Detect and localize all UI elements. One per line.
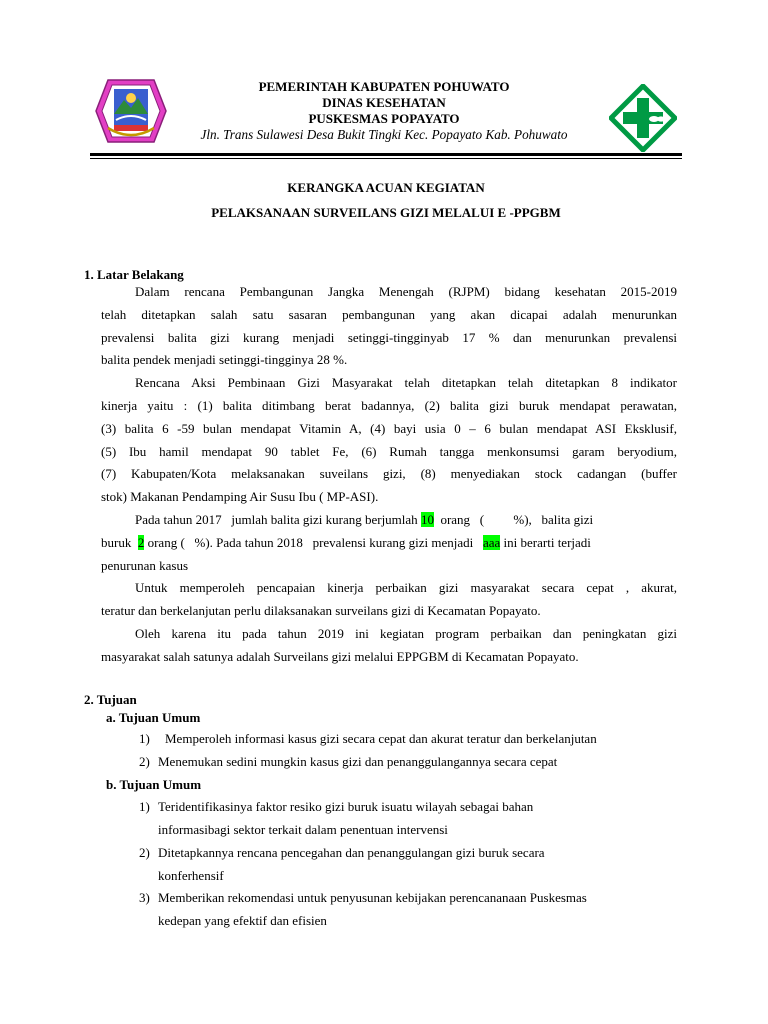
list-item: Menemukan sedini mungkin kasus gizi dan penanggulangannya secara cepat — [158, 754, 558, 769]
document-title: KERANGKA ACUAN KEGIATAN — [287, 180, 485, 195]
paragraph-line: kinerja yaitu : (1) balita ditimbang berat badannya, (2) balita gizi buruk mendapat perawatan, — [101, 397, 677, 413]
paragraph-line: prevalensi balita gizi kurang menjadi setinggi-tingginyab 17 % dan menurunkan prevalensi — [101, 329, 677, 345]
list-number: 2) — [139, 754, 150, 769]
paragraph-line: Oleh karena itu pada tahun 2019 ini kegiatan program perbaikan dan peningkatan gizi — [135, 625, 677, 641]
letterhead — [160, 79, 608, 143]
text-run: Pada tahun 2017 jumlah balita gizi kurang berjumlah — [135, 511, 421, 527]
letterhead-line-department: DINAS KESEHATAN — [322, 95, 446, 110]
list-item: Memperoleh informasi kasus gizi secara cepat dan akurat teratur dan berkelanjutan — [165, 731, 597, 746]
paragraph-line: stok) Makanan Pendamping Air Susu Ibu ( MP-ASI). — [101, 489, 379, 505]
text-run: ini berarti terjadi — [500, 534, 591, 550]
section-heading-latar-belakang: 1. Latar Belakang — [84, 267, 184, 282]
list-number: 3) — [139, 890, 150, 905]
paragraph-line: Dalam rencana Pembangunan Jangka Menengah (RJPM) bidang kesehatan 2015-2019 — [135, 284, 677, 299]
list-item: Teridentifikasinya faktor resiko gizi buruk isuatu wilayah sebagai bahan — [158, 799, 534, 814]
subheading-tujuan-umum-a: a. Tujuan Umum — [106, 710, 201, 725]
list-item: Ditetapkannya rencana pencegahan dan penanggulangan gizi buruk secara — [158, 845, 545, 860]
paragraph-line: (3) balita 6 -59 bulan mendapat Vitamin A, (4) bayi usia 0 – 6 bulan mendapat ASI Eksklusif, — [101, 420, 677, 436]
text-run: orang ( %), balita gizi — [433, 511, 594, 527]
list-number: 1) — [139, 731, 150, 746]
paragraph-line: Rencana Aksi Pembinaan Gizi Masyarakat telah ditetapkan telah ditetapkan 8 indikator — [135, 375, 677, 391]
list-item-continuation: kedepan yang efektif dan efisien — [158, 913, 327, 928]
section-heading-tujuan: 2. Tujuan — [84, 692, 137, 707]
paragraph-line: penurunan kasus — [101, 557, 189, 573]
letterhead-address: Jln. Trans Sulawesi Desa Bukit Tingki Kec. Popayato Kab. Pohuwato — [200, 127, 568, 142]
letterhead-rule-thin — [90, 158, 682, 159]
text-run: buruk — [101, 534, 138, 550]
letterhead-line-puskesmas: PUSKESMAS POPAYATO — [308, 111, 460, 126]
paragraph-line: masyarakat salah satunya adalah Surveilans gizi melalui EPPGBM di Kecamatan Popayato. — [101, 648, 579, 664]
list-number: 2) — [139, 845, 150, 860]
paragraph-line: balita pendek menjadi setinggi-tingginya 28 %. — [101, 352, 348, 368]
highlighted-value: 10 — [420, 511, 434, 527]
text-run: orang ( %). Pada tahun 2018 prevalensi kurang gizi menjadi — [144, 534, 483, 550]
section-1-body — [101, 281, 677, 669]
highlighted-value: aaa — [482, 534, 501, 550]
list-item: Memberikan rekomendasi untuk penyusunan kebijakan perencananaan Puskesmas — [158, 890, 587, 905]
paragraph-line — [101, 532, 677, 555]
paragraph-line: (5) Ibu hamil mendapat 90 tablet Fe, (6) Rumah tangga menkonsumsi garam beryodium, — [101, 443, 677, 459]
letterhead-rule-thick — [90, 153, 682, 156]
paragraph-line: (7) Kabupaten/Kota melaksanakan suveilans gizi, (8) menyediakan stock cadangan (buffer — [101, 466, 677, 482]
paragraph-line: telah ditetapkan salah satu sasaran pembangunan yang akan dicapai adalah menurunkan — [101, 306, 677, 322]
list-item-continuation: informasibagi sektor terkait dalam penentuan intervensi — [158, 822, 448, 837]
paragraph-line — [101, 509, 677, 532]
highlighted-value: 2 — [137, 534, 145, 550]
list-number: 1) — [139, 799, 150, 814]
paragraph-line: teratur dan berkelanjutan perlu dilaksanakan surveilans gizi di Kecamatan Popayato. — [101, 603, 541, 619]
document-subtitle: PELAKSANAAN SURVEILANS GIZI MELALUI E -PPGBM — [211, 205, 561, 220]
puskesmas-cross-logo-icon — [609, 84, 677, 152]
paragraph-line: Untuk memperoleh pencapaian kinerja perbaikan gizi masyarakat secara cepat , akurat, — [135, 580, 677, 596]
letterhead-line-government: PEMERINTAH KABUPATEN POHUWATO — [258, 79, 510, 94]
list-item-continuation: konferhensif — [158, 868, 224, 883]
subheading-tujuan-umum-b: b. Tujuan Umum — [106, 777, 202, 792]
pohuwato-emblem-icon — [94, 76, 168, 146]
